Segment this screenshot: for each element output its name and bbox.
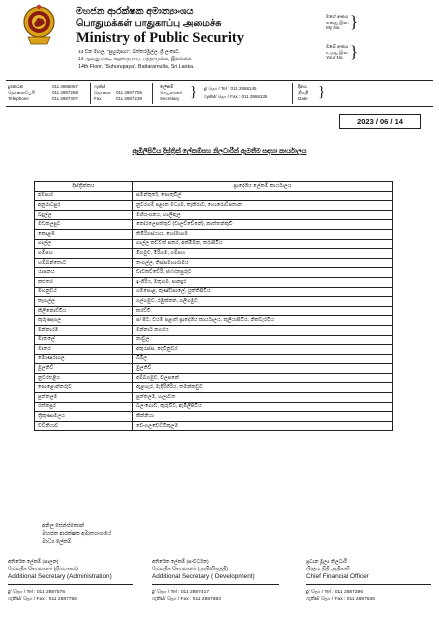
divisional-office-cell: නුවරගම් පළාත මධ්‍යම, කැකිරාව, හොරොව්පතාන	[133, 201, 393, 211]
address-sinhala: 14 වන මහල, "සුහුරුපාය", බත්තරමුල්ල, ශ්‍රී ලංකාව.	[78, 50, 180, 55]
divisional-office-cell: ගාල්ල කඩවත් සතර, අක්මීමන, කරාපිටිය	[133, 239, 393, 249]
district-cell: මාතලේ	[35, 335, 133, 345]
divisional-office-cell: අකුරැස්ස, දෙවිනුවර	[133, 345, 393, 355]
table-header-row	[35, 182, 393, 192]
divisional-office-cell: පුත්තලම, හලාවත	[133, 393, 393, 403]
district-cell: කොළඹ	[35, 229, 133, 239]
footer-contacts-development: දු/ தொ / Tel : 011 2887417 ෆැක්ස්/ தொ / Fax : 011 2887683	[152, 590, 221, 602]
table-row	[35, 258, 393, 268]
document-title: ඈඹිලිපිටිය දිස්ත්‍රික් ලේකම්සහ නිලධාරීන් ඇමතීම සඳහා කාර්යාලය	[132, 148, 307, 155]
brace-icon: }	[350, 42, 359, 61]
divisional-office-cell: කෝරලෙපත්තුව (වාලච්චේනේ), කාත්තන්කුඩි	[133, 220, 393, 230]
district-cell: ත්‍රිකුණාමලය	[35, 412, 133, 422]
footer-divider	[152, 584, 279, 585]
header-divider	[6, 106, 433, 107]
header-divider	[6, 80, 433, 81]
table-row	[35, 345, 393, 355]
secretary-telephone: දු/ தொ / Tel : 011 2868145	[204, 86, 257, 91]
footer-block-finance: ප්‍රධාන මූල්‍ය නිලධාරී பிரதம நிதி அதிகாரி Chief Financial Officer	[306, 560, 369, 580]
signatory-title: මාධ්‍ය ලේකම්	[42, 539, 72, 545]
district-cell: යාපනය	[35, 268, 133, 278]
divisional-office-cell: බලංගොඩ, කුරුවිට, ඇඹිලිපිටිය	[133, 402, 393, 412]
table-row	[35, 191, 393, 201]
sri-lanka-emblem-icon	[22, 4, 56, 46]
district-cell: වව්නියාව	[35, 421, 133, 431]
district-cell: පුත්තලම	[35, 393, 133, 403]
brace-icon: }	[350, 12, 359, 31]
table-row	[35, 325, 393, 335]
your-number-labels: ඔබේ අංකය உமது இல. Your No.	[326, 44, 349, 61]
divisional-office-cell: සමන්තුරේ, පොතුවිල්	[133, 191, 393, 201]
footer-contacts-finance: දු/ தொ / Tel : 011 2887396 ෆැක්ස්/ தொ / Fax : 011 2887636	[306, 590, 375, 602]
ministry-name-english: Ministry of Public Security	[76, 30, 244, 46]
brace-icon: }	[318, 84, 326, 100]
table-row	[35, 373, 393, 383]
ministry-name-sinhala: මහජන ආරක්ෂක අමාත්‍යාංශය	[76, 6, 194, 17]
my-number-labels: මගේ අංකය எனது இல. My No.	[326, 14, 349, 31]
table-row	[35, 383, 393, 393]
column-divider	[152, 83, 153, 104]
table-row	[35, 201, 393, 211]
divisional-office-cell: කින්නියා	[133, 412, 393, 422]
table-row	[35, 239, 393, 249]
district-cell: නුවරඑළිය	[35, 373, 133, 383]
table-row	[35, 220, 393, 230]
table-row	[35, 287, 393, 297]
address-tamil: 14 ஆவது மாடி, சுஹுருபாய, பத்தரமுல்ல, இலங்கை.	[78, 57, 193, 62]
divisional-office-cell: ගම්පොළ, කුණ්ඩසාලේ, යුක්තිපිටිය	[133, 287, 393, 297]
divisional-office-cell: කරච්චි	[133, 306, 393, 316]
divisional-office-cell: මන්නාර් නගරය	[133, 325, 393, 335]
table-row	[35, 354, 393, 364]
footer-block-development: අතිරේක ලේකම් (සංවර්ධන) மேலதிக செயலாளர் (அபிவிருத்தி) Additional Secretary ( Development)	[152, 560, 255, 580]
table-body	[35, 191, 393, 431]
district-cell: ගම්පහ	[35, 249, 133, 259]
table-row	[35, 277, 393, 287]
signature-block	[42, 522, 111, 546]
table-row	[35, 421, 393, 431]
district-cell: බදුල්ල	[35, 210, 133, 220]
divisional-office-cell: ගල්ගමුව, රඹුක්කන, ගලිගමුව	[133, 297, 393, 307]
district-cell: කෑගල්ල	[35, 297, 133, 307]
address-english: 14th Floor, 'Suhurupaya', Battaramulla, Sri Lanka.	[78, 64, 195, 70]
divisional-office-cell: මීගමුව, මීරිගම, ගම්පහ	[133, 249, 393, 259]
divisional-office-cell: ඉංගිරිය, මතුගම, පානදුර	[133, 277, 393, 287]
footer-contacts-administration: දු/ தொ / Tel : 011 2887576 ෆැක්ස්/ தொ / Fax : 011 2887756	[8, 590, 77, 602]
district-cell: කළුතර	[35, 277, 133, 287]
column-header: ප්‍රාදේශීය ලේකම් කාර්යාලය	[133, 182, 393, 192]
date-labels: දිනය திகதி Date	[298, 84, 309, 101]
fax-numbers: 011 2887756 011 2887238	[116, 90, 142, 101]
divisional-office-cell: මුලතිව්	[133, 364, 393, 374]
district-offices-table	[34, 181, 393, 431]
district-cell: රත්නපුර	[35, 402, 133, 412]
divisional-office-cell: තංගල්ල, තිස්සමහාරාමය	[133, 258, 393, 268]
date-reference: 2023 / 06 / 14	[339, 114, 421, 129]
ministry-name-tamil: பொதுமக்கள் பாதுகாப்பு அமைச்சு	[76, 18, 222, 29]
district-cell: මන්නාරම	[35, 325, 133, 335]
district-cell: මොණරාගල	[35, 354, 133, 364]
column-divider	[292, 83, 293, 104]
divisional-office-cell: නාවුල	[133, 335, 393, 345]
divisional-office-cell: වෙංගලචෙට්ටිකුලම	[133, 421, 393, 431]
signatory-name: අනිල ජෙන්ජකොන්	[42, 523, 85, 529]
footer-divider	[8, 584, 133, 585]
table-row	[35, 393, 393, 403]
table-row	[35, 297, 393, 307]
signatory-organisation: මහජන ආරක්ෂක අමාත්‍යාංශයේ	[42, 531, 112, 537]
secretary-fax: ෆැක්ස්/ தொ / Fax : 011 2868135	[204, 94, 268, 99]
district-cell: මඩකලපුව	[35, 220, 133, 230]
district-cell: කිලිනොච්චිය	[35, 306, 133, 316]
table-row	[35, 412, 393, 422]
table-row	[35, 402, 393, 412]
divisional-office-cell: තිඹිරිගස්යාය, හෝමාගම	[133, 229, 393, 239]
district-cell: හම්බන්තොට	[35, 258, 133, 268]
district-cell: මුලතිව්	[35, 364, 133, 374]
table-row	[35, 316, 393, 326]
district-cell: මාතර	[35, 345, 133, 355]
table-row	[35, 364, 393, 374]
divisional-office-cell: ප/ පිට, වයඹ පළාත් ප්‍රාදේශීය කාර්යාලය, කුලියාපිටිය, නිකවැරටිය	[133, 316, 393, 326]
district-cell: අනුරාධපුර	[35, 201, 133, 211]
table-row	[35, 210, 393, 220]
table-row	[35, 229, 393, 239]
district-cell: පොළොන්නරුව	[35, 383, 133, 393]
column-divider	[90, 83, 91, 104]
district-cell: මහනුවර	[35, 287, 133, 297]
table-row	[35, 249, 393, 259]
district-cell: අම්පාර	[35, 191, 133, 201]
divisional-office-cell: බිබිල	[133, 354, 393, 364]
divisional-office-cell: අම්බගමුව, වලපනේ	[133, 373, 393, 383]
divisional-office-cell: ඇළහැර, මැදිරිගිරිය, තමන්කඩුව	[133, 383, 393, 393]
district-cell: කුරුණෑගල	[35, 316, 133, 326]
divisional-office-cell: මහියංගනය, හාලිඇල	[133, 210, 393, 220]
telephone-labels: දුරකථන தொலைபேசி Telephone	[8, 84, 35, 101]
table-row	[35, 306, 393, 316]
footer-divider	[306, 584, 431, 585]
brace-icon: }	[190, 84, 198, 100]
fax-labels: ෆැක්ස් தொலை Fax	[94, 84, 111, 101]
table-row	[35, 335, 393, 345]
footer-block-administration: අතිරේක ලේකම් (පාලන) மேலதிக செயலாளர் (நிர்வாகம்) Additional Secretary (Administration)	[8, 560, 112, 580]
table-row	[35, 268, 393, 278]
telephone-numbers: 011 2886067 011 2887268 011 2887307	[52, 84, 78, 101]
secretary-labels: ලේකම් செயலாளர் Secretary	[160, 84, 183, 101]
column-header: දිස්ත්‍රික්කය	[35, 182, 133, 192]
district-cell: ගාල්ල	[35, 239, 133, 249]
divisional-office-cell: චාවකච්චේරි, ජෆ්ෆ්නපුරුව	[133, 268, 393, 278]
